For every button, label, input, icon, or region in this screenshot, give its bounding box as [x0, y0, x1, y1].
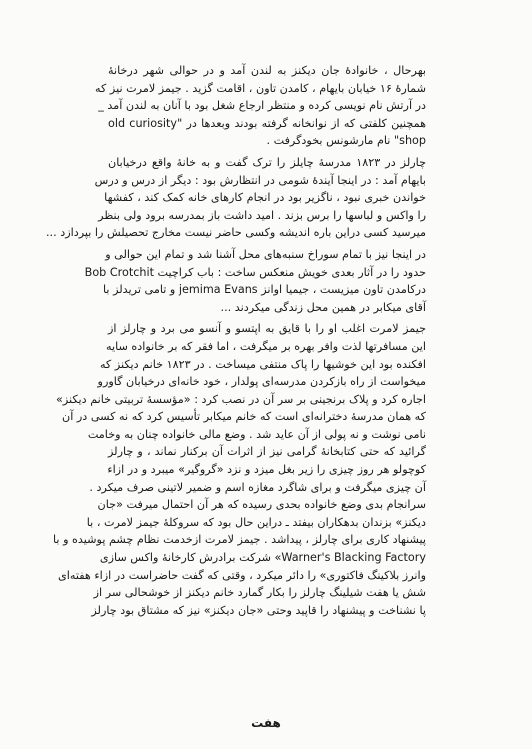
text-line: سرانجام بدی وضع خانواده بحدی رسیده که هر آن احتمال میرفت «جان [97, 498, 426, 512]
paragraph [95, 62, 426, 150]
text-line: حدود را در آثار بعدی خویش منعکس ساخت : باب کراچیت Bob Crotchit [84, 265, 426, 279]
text-line: کوچولو هر روز چیزی را زیر بغل میزد و نزد «گروگیر» میبرد و در ازاء [107, 463, 426, 477]
text-line: چارلز در ۱۸۲۳ مدرسهٔ چایلز را ترک گفت و به خانهٔ واقع درخیابان [108, 155, 426, 169]
text-line: این مسافرتها لذت وافر بهره بر میگرفت ، اما فقر که بر خانواده سایه [105, 339, 426, 353]
text-line: همچنین کلفتی که از نوانخانه گرفته بودند وبعدها در "old curiosity [108, 116, 426, 130]
text-line: افکنده بود این خوشیها را پاک منتفی میساخت . در ۱۸۲۳ خانم دیکنز که [99, 357, 426, 371]
text-line: آن چیزی میگرفت و برای شاگرد مغازه اسم و ضمیر لاتینی صرف میکرد . [89, 480, 426, 494]
text-line: درکامدن تاون میزیست ، جیمیا اوانز jemima Evans و تامی تریدلز با [103, 283, 426, 297]
text-line: شمارهٔ ۱۶ خیابان بایهام ، کامدن تاون ، اقامت گزید . جیمز لامرت نیز که [95, 81, 426, 95]
text-line: در اینجا نیز با تمام سوراخ سنبه‌های محل آشنا شد و تمام این حوالی و [105, 247, 426, 261]
page-number: هفت [251, 716, 281, 730]
text-line: shop" نام مارشونس بخودگرفت . [266, 134, 426, 148]
paragraph [53, 496, 426, 619]
text-line: Warner's Blacking Factory» شرکت برادرش کارخانهٔ واکس سازی [99, 551, 426, 565]
text-line: پا نشناخت و پیشنهاد را قاپید وحتی «جان دیکنز» نیز که مشتاق بود چارلز [91, 603, 426, 617]
text-line: آقای میکابر در همین محل زندگی میکردند ... [220, 300, 426, 314]
text-line: پیشنهاد کاری برای چارلز ، پیداشد . جیمز لامرت ازخدمت نظام چشم پوشیده و با [53, 533, 426, 547]
paragraph [84, 246, 426, 316]
text-line: میرسید کسی دراین باره اندیشه وکسی حاضر نیست مخارج تحصیلش را بپردازد ... [46, 226, 426, 240]
text-line: اجاره کرد و پلاک برنجینی بر سر آن در نصب کرد : «مؤسسهٔ تربیتی خانم دیکنز» [55, 392, 426, 406]
paragraph [55, 320, 426, 496]
text-line: نامی نوشت و نه پولی از آن عاید شد . وضع مالی خانواده چنان به وخامت [87, 427, 426, 441]
text-line: دیکنز» بزندان بدهکاران بیفتد ـ دراین حال بود که سروکلهٔ جیمز لامرت ، با [86, 515, 426, 529]
body-text [46, 62, 426, 619]
text-line: که همان مدرسهٔ دخترانه‌ای است که خانم میکابر تأسیس کرد که نه کسی در آن [62, 410, 426, 424]
text-line: جیمز لامرت اغلب او را با قایق به اپتسو و آنسو می برد و چارلز از [108, 322, 426, 336]
paragraph [46, 154, 426, 242]
text-line: وانرز بلاکینگ فاکتوری» را دائر میکرد ، وقتی که گفت حاضراست در ازاء هفته‌ای [57, 568, 426, 582]
text-line: در آرتش نام نویسی کرده و منتظر ارجاع شغل بود با آنان به لندن آمد _ [98, 99, 426, 113]
text-line: شش یا هفت شیلینگ چارلز را بکار گمارد خانم دیکنز از خوشحالی سر از [93, 586, 426, 600]
text-line: گرائید که حتی کتابخانهٔ گرامی نیز از اثرات آن برکنار نماند ، و چارلز [108, 445, 426, 459]
text-line: بایهام آمد : در اینجا آیندهٔ شومی در انتظارش بود : دیگر از درس و درس [94, 173, 426, 187]
text-line: خواندن خبری نبود ، ناگزیر بود در انجام کارهای خانه کمک کند ، کفشها [104, 191, 426, 205]
text-line: را واکس و لباسها را برس بزند . امید داشت باز بمدرسه برود ولی بنظر [98, 208, 426, 222]
text-line: میخواست از راه بازکردن مدرسه‌ای پولدار ، خود خانه‌ای درخیابان گاورو [97, 375, 426, 389]
text-line: بهرحال ، خانوادهٔ جان دیکنز به لندن آمد و در حوالی شهر درخانهٔ [108, 64, 426, 77]
